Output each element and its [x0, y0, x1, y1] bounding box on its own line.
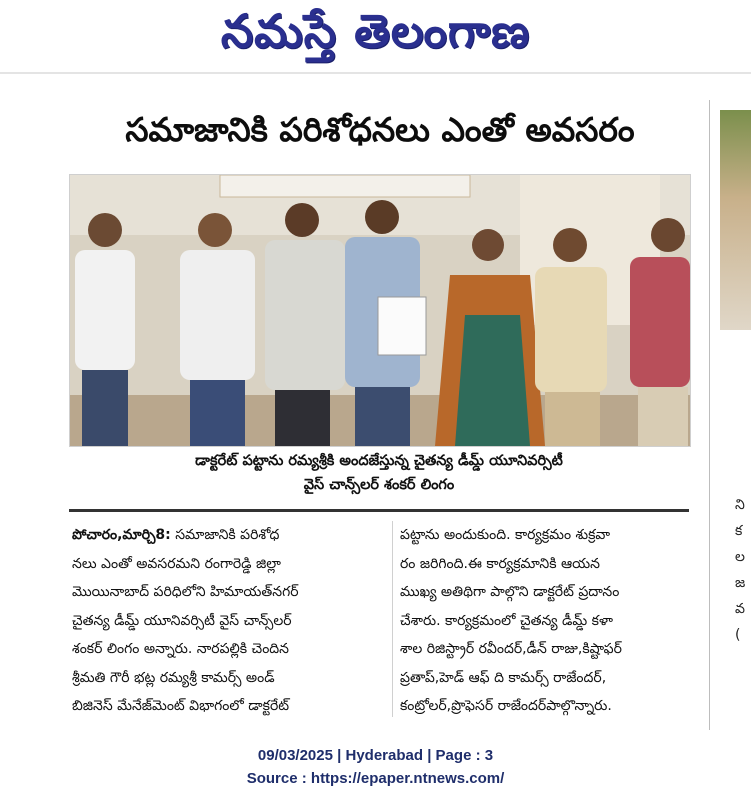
caption-line-1: డాక్టరేట్ పట్టాను రమ్యశ్రీకి అందజేస్తున్న చైతన్య డీమ్డ్ యూనివర్సిటీ — [195, 453, 563, 469]
photo-icon — [70, 175, 690, 446]
masthead-rule — [0, 72, 751, 74]
page-footer — [0, 744, 751, 790]
article-line: చైతన్య డీమ్డ్ యూనివర్సిటీ వైస్ చాన్స్‌లర్ — [72, 612, 292, 629]
article-line: శంకర్ లింగం అన్నారు. నారపల్లికి చెందిన — [72, 641, 290, 657]
article-column-left — [72, 521, 384, 721]
article-headline: సమాజానికి పరిశోధనలు ఎంతో అవసరం — [125, 110, 635, 149]
dateline: పోచారం,మార్చి8: — [72, 527, 171, 543]
footer-source-link[interactable]: Source : https://epaper.ntnews.com/ — [246, 770, 505, 787]
fragment-char: ని — [735, 497, 745, 513]
article-line: బిజినెస్ మేనేజ్‌మెంట్ విభాగంలో డాక్టరేట్ — [72, 698, 290, 714]
masthead — [0, 0, 751, 72]
article-line: మొయినాబాద్ పరిధిలోని హిమాయత్‌నగర్ — [72, 584, 299, 600]
article-line — [72, 521, 384, 550]
article-line: చేశారు. కార్యక్రమంలో చైతన్య డీమ్డ్ కళా — [400, 612, 613, 629]
fragment-char: క — [735, 523, 743, 539]
fragment-char: ( — [735, 627, 741, 643]
article-line: నలు ఎంతో అవసరమని రంగారెడ్డి జిల్లా — [72, 555, 281, 572]
article-line: ముఖ్య అతిథిగా పాల్గొని డాక్టరేట్ ప్రదానం — [400, 584, 620, 600]
article-line: కంట్రోలర్,ప్రొఫెసర్ రాజేందర్‌పాల్గొన్నారు. — [400, 698, 612, 714]
article-column-right — [400, 521, 690, 721]
article-text: సమాజానికి పరిశోధ — [175, 527, 280, 543]
article-line: శాల రిజిస్ట్రార్ రవీందర్,డీన్ రాజు,కిష్టాఫర్ — [400, 641, 622, 657]
article-line: రం జరిగింది.ఈ కార్యక్రమానికి ఆయన — [400, 555, 600, 572]
adjacent-article-rule — [709, 100, 710, 730]
fragment-char: ల — [735, 549, 745, 565]
article-line: పట్టాను అందుకుంది. కార్యక్రమం శుక్రవా — [400, 527, 611, 543]
fragment-char: వ — [735, 601, 745, 617]
newspaper-logo: నమస్తే తెలంగాణ — [220, 4, 531, 58]
article-line: ప్రతాప్,హెడ్ ఆఫ్ ది కామర్స్ రాజేందర్, — [400, 669, 607, 686]
photo-caption — [69, 449, 689, 497]
caption-divider — [69, 509, 689, 512]
article-line: శ్రీమతి గౌరీ భట్ల రమ్యశ్రీ కామర్స్ అండ్ — [72, 669, 275, 686]
column-divider — [392, 521, 393, 717]
adjacent-article-fragment — [735, 492, 751, 648]
footer-date-line: 09/03/2025 | Hyderabad | Page : 3 — [257, 747, 494, 764]
adjacent-photo-fragment — [720, 110, 751, 330]
fragment-char: జ — [735, 575, 746, 591]
article-photo — [69, 174, 691, 447]
caption-line-2: వైస్ చాన్స్‌లర్ శంకర్ లింగం — [303, 477, 455, 493]
